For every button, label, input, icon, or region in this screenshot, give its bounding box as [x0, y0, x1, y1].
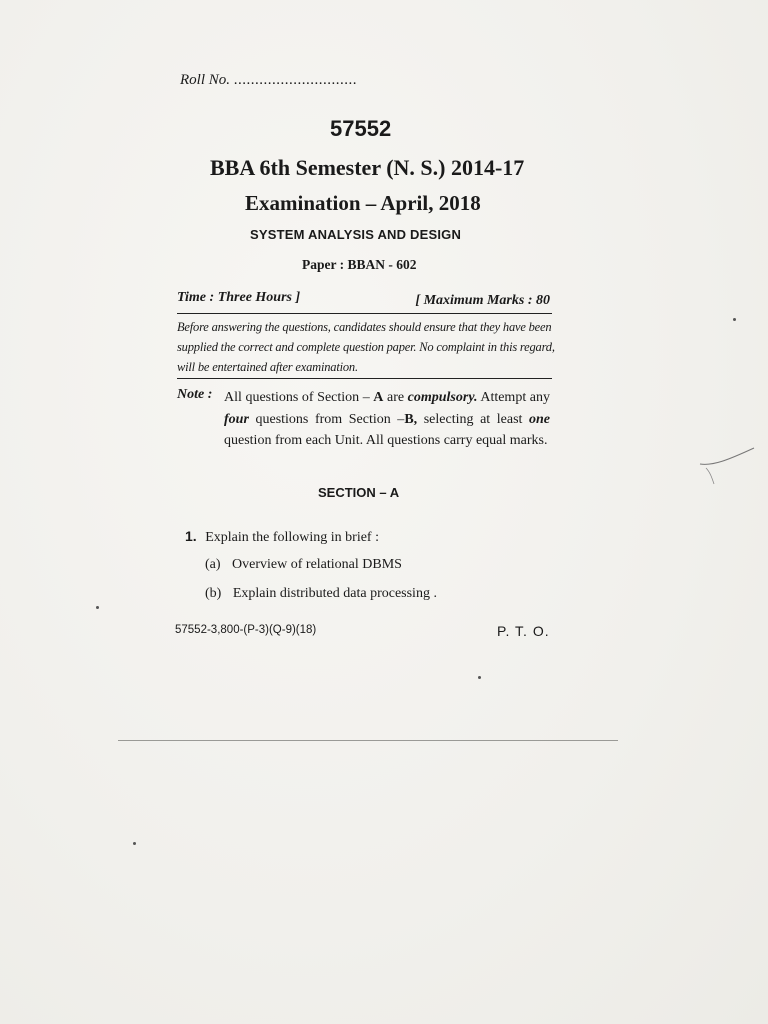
note-part-bold: A [373, 390, 384, 405]
note-part: selecting at least [417, 411, 529, 427]
pto-label: P. T. O. [497, 623, 550, 639]
note-part-emphasis: compulsory. [407, 390, 478, 405]
note-part: All questions of Section – [224, 390, 374, 405]
sub-question-b [205, 586, 437, 602]
section-heading: SECTION – A [318, 485, 400, 500]
course-title: BBA 6th Semester (N. S.) 2014-17 [210, 155, 525, 180]
roll-number-line [180, 72, 357, 89]
question-1 [185, 528, 379, 546]
max-marks-label: [ Maximum Marks : 80 [415, 293, 550, 308]
instructions-text: Before answering the questions, candidates should ensure that they have been supplied the correct and complete question paper. No complaint in this regard, will be entertained after examination. [177, 320, 555, 374]
scan-speck [733, 318, 736, 321]
scan-speck [478, 676, 481, 679]
note-part-bold: B, [404, 411, 418, 427]
question-text: Explain the following in brief : [205, 530, 379, 545]
question-number: 1. [185, 528, 197, 544]
note-part: questions from Section – [248, 411, 405, 427]
exam-title: Examination – April, 2018 [245, 191, 481, 215]
note-body [224, 387, 550, 452]
sub-question-label: (a) [205, 557, 221, 572]
note-part: question from each Unit. All questions carry equal marks. [224, 433, 548, 448]
note-part-emphasis: one [528, 411, 550, 427]
sub-question-text: Overview of relational DBMS [232, 557, 402, 572]
note-part: Attempt any [477, 390, 550, 405]
roll-label: Roll No. [180, 72, 231, 88]
top-rule [177, 313, 552, 314]
scan-speck [133, 842, 136, 845]
subject-title: SYSTEM ANALYSIS AND DESIGN [250, 227, 462, 242]
sub-question-a [205, 557, 402, 573]
sub-question-label: (b) [205, 586, 222, 601]
page-cut-line [118, 740, 618, 741]
roll-dots: ............................. [233, 72, 358, 88]
note-part: are [383, 390, 408, 405]
pen-scribble-icon [698, 446, 756, 486]
note-label: Note : [177, 387, 213, 402]
paper-code: 57552 [330, 116, 392, 141]
bottom-rule [177, 378, 552, 379]
time-label: Time : Three Hours ] [177, 290, 301, 305]
footer-code: 57552-3,800-(P-3)(Q-9)(18) [175, 624, 317, 636]
scan-speck [96, 606, 99, 609]
note-part-emphasis: four [224, 411, 249, 427]
paper-number: Paper : BBAN - 602 [302, 257, 417, 272]
sub-question-text: Explain distributed data processing . [232, 586, 437, 601]
